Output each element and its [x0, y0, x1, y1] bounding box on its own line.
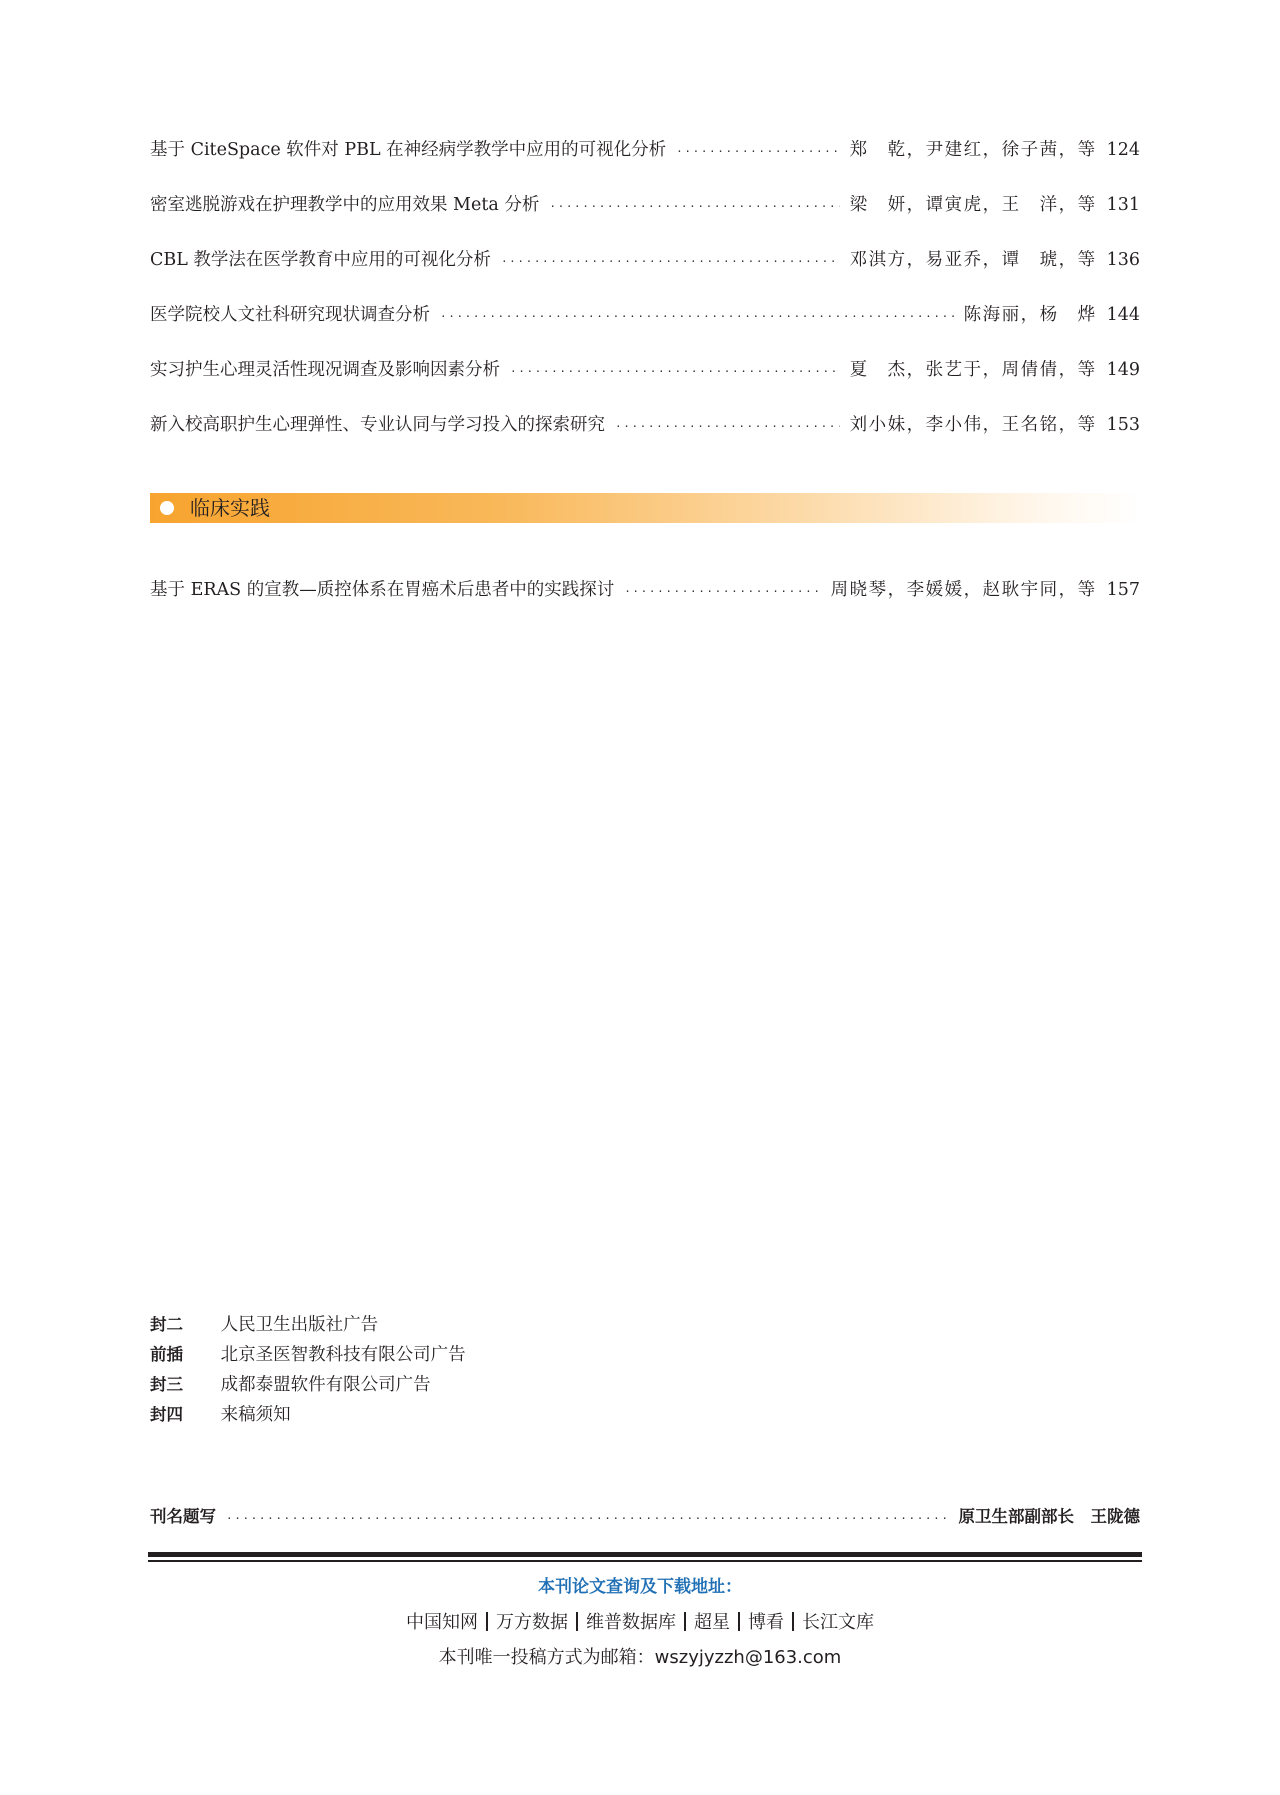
toc-entry[interactable]	[150, 410, 1140, 440]
divider-thin	[148, 1560, 1142, 1562]
toc-entry-page: 144	[1106, 305, 1140, 325]
toc-entry-page: 149	[1106, 360, 1140, 380]
database-item[interactable]: 中国知网	[406, 1612, 478, 1633]
toc-entry[interactable]	[150, 135, 1140, 165]
insert-text: 北京圣医智教科技有限公司广告	[220, 1345, 466, 1365]
separator	[738, 1612, 740, 1631]
dot-leader	[440, 302, 954, 332]
insert-text: 来稿须知	[220, 1405, 291, 1425]
toc-entry[interactable]	[150, 300, 1140, 330]
insert-item	[150, 1310, 378, 1340]
section-title: 临床实践	[190, 496, 270, 520]
toc-entry-authors: 陈海丽，杨 烨	[963, 305, 1097, 325]
dot-leader	[501, 247, 840, 277]
circle-bullet-icon	[160, 501, 174, 515]
calligraphy-credit-row	[150, 1502, 1140, 1532]
toc-entry-page: 131	[1106, 195, 1140, 215]
toc-entry-title: CBL 教学法在医学教育中应用的可视化分析	[150, 250, 491, 270]
separator	[486, 1612, 488, 1631]
toc-entry[interactable]	[150, 355, 1140, 385]
toc-entry-authors: 郑 乾，尹建红，徐子茜，等	[849, 140, 1097, 160]
insert-item	[150, 1400, 291, 1430]
toc-entry-title: 新入校高职护生心理弹性、专业认同与学习投入的探索研究	[150, 415, 605, 435]
database-item[interactable]: 万方数据	[496, 1612, 568, 1633]
insert-text: 人民卫生出版社广告	[220, 1315, 379, 1335]
section-toc-list	[150, 575, 1140, 605]
submission-email: 本刊唯一投稿方式为邮箱：wszyjyzzh@163.com	[438, 1647, 842, 1668]
database-list	[0, 1608, 1280, 1638]
separator	[792, 1612, 794, 1631]
toc-entry-page: 124	[1106, 140, 1140, 160]
calligraphy-label: 刊名题写	[150, 1507, 216, 1526]
separator	[576, 1612, 578, 1631]
insert-item	[150, 1340, 466, 1370]
toc-entry-authors: 周晓琴，李媛媛，赵耿宇同，等	[830, 580, 1097, 600]
insert-item	[150, 1370, 431, 1400]
toc-entry-page: 157	[1106, 580, 1140, 600]
footer-heading: 本刊论文查询及下载地址：	[538, 1577, 742, 1597]
toc-list	[150, 135, 1140, 445]
toc-entry-page: 136	[1106, 250, 1140, 270]
toc-entry-authors: 邓淇方，易亚乔，谭 琥，等	[849, 250, 1097, 270]
toc-entry-title: 基于 ERAS 的宣教—质控体系在胃癌术后患者中的实践探讨	[150, 580, 615, 600]
separator	[684, 1612, 686, 1631]
toc-entry-authors: 梁 妍，谭寅虎，王 洋，等	[849, 195, 1097, 215]
toc-entry-title: 基于 CiteSpace 软件对 PBL 在神经病学教学中应用的可视化分析	[150, 140, 667, 160]
toc-entry-title: 密室逃脱游戏在护理教学中的应用效果 Meta 分析	[150, 195, 540, 215]
dot-leader	[510, 357, 840, 387]
toc-entry-page: 153	[1106, 415, 1140, 435]
toc-entry-title: 医学院校人文社科研究现状调查分析	[150, 305, 430, 325]
database-item[interactable]: 超星	[694, 1612, 730, 1633]
dot-leader	[676, 137, 839, 167]
calligraphy-credit: 原卫生部副部长 王陇德	[958, 1507, 1140, 1526]
dot-leader	[615, 412, 840, 442]
toc-entry[interactable]	[150, 245, 1140, 275]
insert-text: 成都泰盟软件有限公司广告	[220, 1375, 431, 1395]
divider-thick	[148, 1552, 1142, 1557]
database-item[interactable]: 维普数据库	[586, 1612, 676, 1633]
insert-label: 封四	[150, 1405, 183, 1424]
toc-entry-title: 实习护生心理灵活性现况调查及影响因素分析	[150, 360, 500, 380]
toc-entry-authors: 刘小妹，李小伟，王名铭，等	[849, 415, 1097, 435]
insert-label: 封二	[150, 1315, 183, 1334]
toc-entry[interactable]	[150, 575, 1140, 605]
insert-label: 前插	[150, 1345, 183, 1364]
insert-label: 封三	[150, 1375, 183, 1394]
database-item[interactable]: 博看	[748, 1612, 784, 1633]
database-item[interactable]: 长江文库	[802, 1612, 874, 1633]
toc-entry-authors: 夏 杰，张艺于，周倩倩，等	[849, 360, 1097, 380]
dot-leader	[226, 1504, 949, 1534]
dot-leader	[549, 192, 839, 222]
section-header-clinical-practice	[150, 493, 1140, 523]
dot-leader	[624, 577, 820, 607]
toc-entry[interactable]	[150, 190, 1140, 220]
